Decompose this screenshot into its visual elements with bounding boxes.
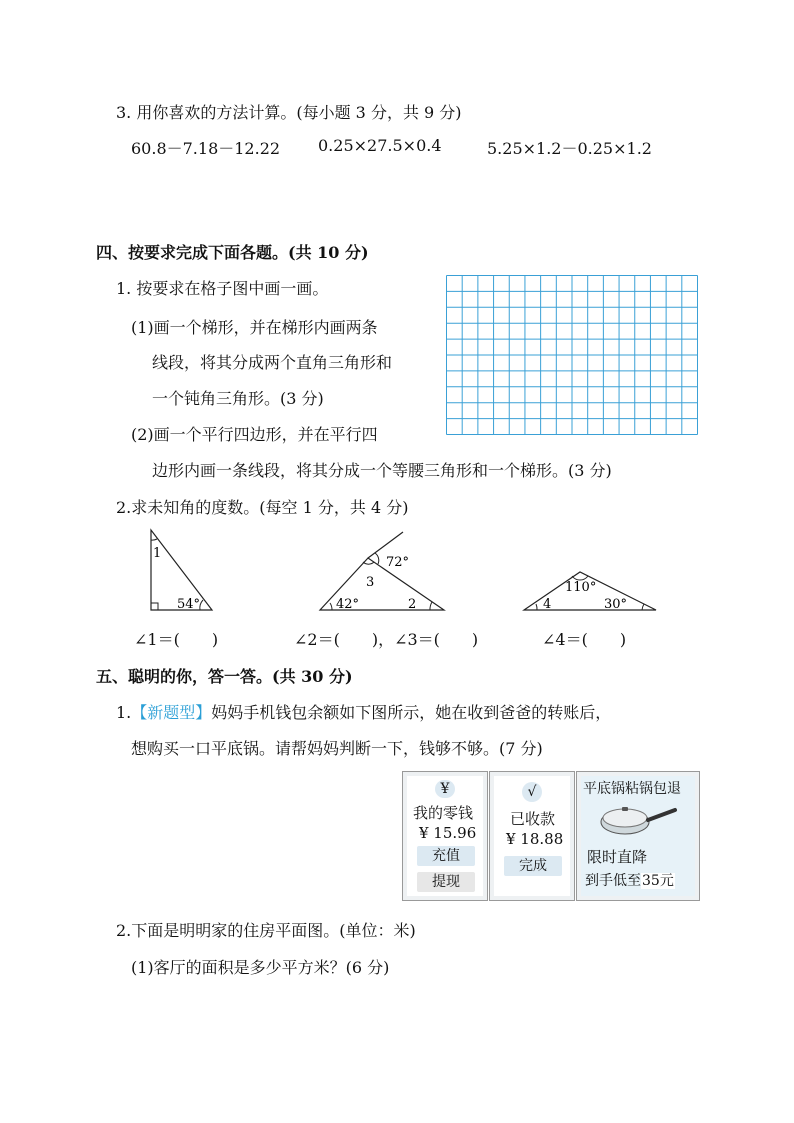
triangle-3: [520, 528, 660, 614]
s4-q1-p1-line2: 线段，将其分成两个直角三角形和: [152, 353, 393, 372]
s4-q1-title: 1. 按要求在格子图中画一画。: [116, 279, 329, 298]
s5-q1-line1: [116, 700, 611, 723]
section5-heading: 五、聪明的你，答一答。(共 30 分): [96, 667, 353, 686]
answer-angle-1[interactable]: ∠1＝( ): [134, 630, 219, 649]
recharge-button[interactable]: 充值: [417, 846, 475, 866]
q3-expr-3: 5.25×1.2－0.25×1.2: [487, 139, 652, 158]
section4-heading: 四、按要求完成下面各题。(共 10 分): [96, 243, 369, 262]
drawing-grid[interactable]: [446, 275, 698, 435]
q3-title: 3. 用你喜欢的方法计算。(每小题 3 分，共 9 分): [116, 103, 462, 122]
ad-line2: [585, 870, 675, 890]
frying-pan-icon: [599, 802, 679, 842]
wallet-amount: ¥ 15.96: [419, 824, 477, 842]
new-type-tag: 【新题型】: [131, 703, 212, 722]
triangle-1: [140, 528, 220, 614]
triangle-2: [316, 528, 448, 614]
done-button[interactable]: 完成: [504, 856, 562, 876]
pan-ad-panel[interactable]: [576, 771, 700, 901]
received-amount: ¥ 18.88: [506, 830, 564, 848]
tri1-mark-1: 1: [153, 546, 162, 561]
s4-q2-title: 2.求未知角的度数。(每空 1 分，共 4 分): [116, 498, 409, 517]
wallet-label: 我的零钱: [413, 804, 474, 822]
tri2-angle-42: 42°: [336, 597, 360, 612]
tri1-angle-54: 54°: [177, 597, 201, 612]
wallet-panel: [402, 771, 488, 901]
yen-icon: ¥: [435, 780, 455, 798]
ad-price-prefix: 到手低至: [585, 873, 641, 889]
ad-line1: 限时直降: [587, 848, 648, 866]
answer-angle-4[interactable]: ∠4＝( ): [542, 630, 627, 649]
ad-price: 35元: [642, 873, 674, 889]
ad-title: 平底锅粘锅包退: [583, 781, 681, 797]
s5-q1-text1: 妈妈手机钱包余额如下图所示，她在收到爸爸的转账后，: [211, 703, 612, 722]
tri2-mark-3: 3: [366, 575, 375, 590]
answer-angle-2-3[interactable]: ∠2＝( )，∠3＝( ): [294, 630, 479, 649]
tri3-angle-30: 30°: [604, 597, 628, 612]
received-label: 已收款: [510, 810, 556, 828]
q3-expr-2: 0.25×27.5×0.4: [318, 136, 442, 155]
tri2-angle-72: 72°: [386, 555, 410, 570]
s5-q2-sub1: (1)客厅的面积是多少平方米？(6 分): [131, 958, 390, 977]
received-panel: [489, 771, 575, 901]
s4-q1-p2-line2: 边形内画一条线段，将其分成一个等腰三角形和一个梯形。(3 分): [152, 461, 612, 480]
tri2-mark-2: 2: [408, 597, 417, 612]
q3-expr-1: 60.8－7.18－12.22: [131, 139, 281, 158]
s4-q1-p2-line1: (2)画一个平行四边形，并在平行四: [131, 425, 378, 444]
s4-q1-p1-line1: (1)画一个梯形，并在梯形内画两条: [131, 318, 378, 337]
s5-q2-title: 2.下面是明明家的住房平面图。(单位：米): [116, 921, 416, 940]
s5-q1-line2: 想购买一口平底锅。请帮妈妈判断一下，钱够不够。(7 分): [131, 739, 543, 758]
tri3-angle-110: 110°: [565, 580, 597, 595]
s5-q1-num: 1.: [116, 703, 132, 722]
tri3-mark-4: 4: [543, 597, 552, 612]
s4-q1-p1-line3: 一个钝角三角形。(3 分): [152, 389, 324, 408]
withdraw-button[interactable]: 提现: [417, 872, 475, 892]
check-icon: √: [522, 782, 542, 802]
